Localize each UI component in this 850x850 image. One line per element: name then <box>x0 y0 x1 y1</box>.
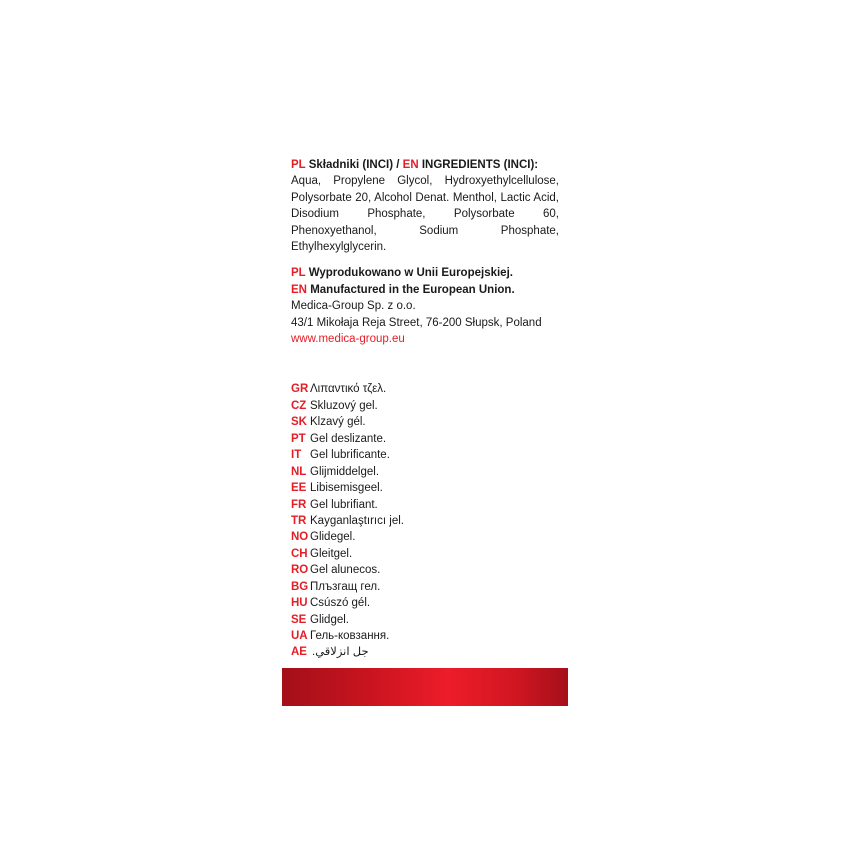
pl-code: PL <box>291 159 306 171</box>
ingredients-heading <box>291 157 559 173</box>
separator: / <box>393 159 403 171</box>
translation-item-cz <box>291 398 559 414</box>
language-code: EE <box>291 482 307 495</box>
language-code: NL <box>291 465 307 478</box>
website-link[interactable]: www.medica-group.eu <box>291 333 405 346</box>
pl-ingredients-label: Składniki (INCI) <box>308 159 394 171</box>
translation-item-sk <box>291 414 559 430</box>
language-code: HU <box>291 597 308 610</box>
language-code: SE <box>291 613 307 626</box>
translation-item-fr <box>291 497 559 513</box>
en-code: EN <box>291 283 307 296</box>
language-code: UA <box>291 630 308 643</box>
language-code: GR <box>291 383 309 396</box>
label-panel <box>291 157 559 661</box>
company-address: 43/1 Mikołaja Reja Street, 76-200 Słupsk, Poland <box>291 316 542 329</box>
en-ingredients-label: INGREDIENTS (INCI): <box>421 159 539 171</box>
translation-item-nl <box>291 464 559 480</box>
en-manufactured-line <box>291 282 559 298</box>
pl-manufactured-text: Wyprodukowano w Unii Europejskiej. <box>308 267 513 280</box>
translation-text: Λιπαντικό τζελ. <box>310 383 387 396</box>
en-manufactured-text: Manufactured in the European Union. <box>310 283 515 296</box>
translation-text: Gel lubrificante. <box>310 449 390 462</box>
translation-item-no <box>291 529 559 545</box>
translation-text: جل انزلاقي. <box>312 646 369 659</box>
translation-text: Glidgel. <box>310 613 349 626</box>
translation-item-ee <box>291 480 559 496</box>
language-code: FR <box>291 498 307 511</box>
translation-text: Glidegel. <box>310 531 356 544</box>
translation-item-se <box>291 612 559 628</box>
translation-text: Gel alunecos. <box>310 564 381 577</box>
translation-text: Плъзгащ гел. <box>310 580 381 593</box>
language-code: BG <box>291 580 309 593</box>
translation-item-it <box>291 447 559 463</box>
translation-item-pt <box>291 431 559 447</box>
translation-text: Klzavý gél. <box>310 416 366 429</box>
language-code: SK <box>291 416 307 429</box>
translation-text: Glijmiddelgel. <box>310 465 380 478</box>
translation-item-bg <box>291 579 559 595</box>
translation-item-hu <box>291 595 559 611</box>
translation-text: Gleitgel. <box>310 547 353 560</box>
manufacturer-section <box>291 265 559 347</box>
translation-item-ro <box>291 562 559 578</box>
language-code: NO <box>291 531 309 544</box>
language-code: PT <box>291 432 306 445</box>
translation-text: Csúszó gél. <box>310 597 371 610</box>
language-code: CH <box>291 547 308 560</box>
translation-text: Libisemisgeel. <box>310 482 383 495</box>
red-footer-band <box>282 668 568 706</box>
language-code: RO <box>291 564 309 577</box>
pl-code: PL <box>291 267 306 280</box>
translation-item-ae <box>291 644 559 660</box>
pl-manufactured-line <box>291 265 559 281</box>
translation-item-tr <box>291 513 559 529</box>
language-code: AE <box>291 646 307 659</box>
ingredients-section <box>291 157 559 255</box>
translation-item-gr <box>291 381 559 397</box>
translation-item-ua <box>291 628 559 644</box>
en-code: EN <box>402 159 419 171</box>
company-name: Medica-Group Sp. z o.o. <box>291 300 416 313</box>
language-code: TR <box>291 514 307 527</box>
translation-item-ch <box>291 546 559 562</box>
translation-text: Gel deslizante. <box>310 432 387 445</box>
translation-text: Skluzový gel. <box>310 399 378 412</box>
translations-list <box>291 381 559 660</box>
ingredients-list: Aqua, Propylene Glycol, Hydroxyethylcellulose, Polysorbate 20, Alcohol Denat. Menthol, Lactic Acid, Disodium Phosphate, Polysorbate 60, Phenoxyethanol, Sodium Phosphate, Ethylhexylglycerin. <box>291 175 559 254</box>
translation-text: Gel lubrifiant. <box>310 498 378 511</box>
translation-text: Kayganlaştırıcı jel. <box>310 514 404 527</box>
language-code: IT <box>291 449 302 462</box>
translation-text: Гель-ковзання. <box>310 630 390 643</box>
language-code: CZ <box>291 399 307 412</box>
